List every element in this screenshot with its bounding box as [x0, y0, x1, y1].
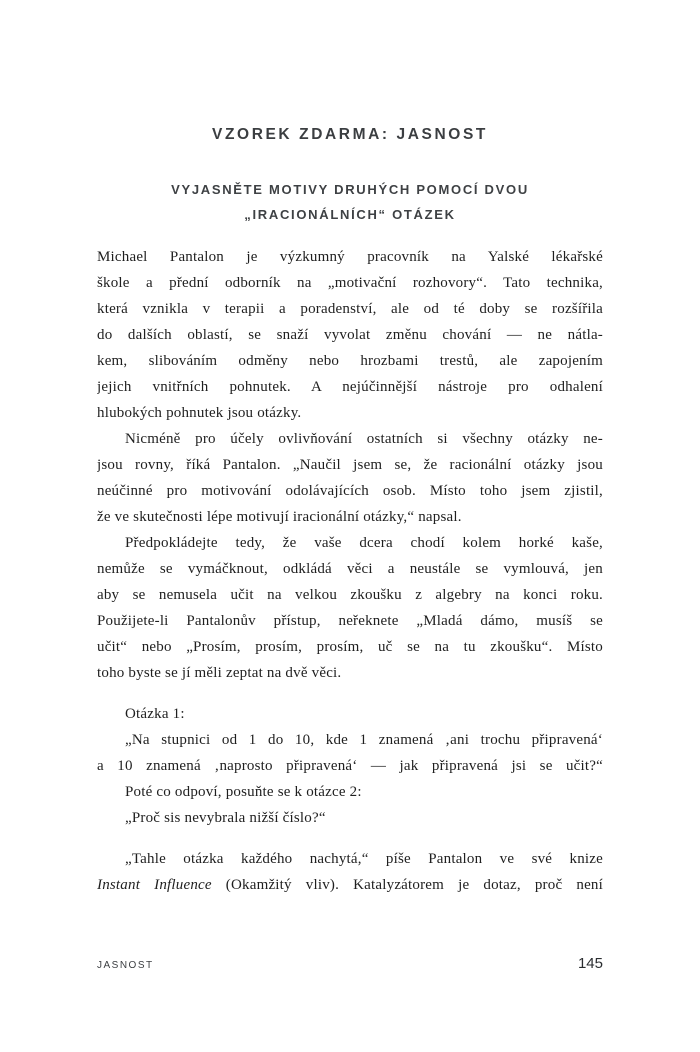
text-line [97, 374, 603, 400]
text-segment: Předpokládejte tedy, že vaše dcera chodí kolem horké kaše, [125, 535, 603, 551]
running-footer-chapter: JASNOST [97, 960, 154, 971]
text-segment: která vznikla v terapii a poradenství, ale od té doby se rozšířila [97, 301, 603, 317]
text-line [97, 805, 603, 831]
text-segment: „Na stupnici od 1 do 10, kde 1 znamená ‚ani trochu připravená‘ [125, 732, 603, 748]
text-segment: Michael Pantalon je výzkumný pracovník na Yalské lékařské [97, 249, 603, 265]
text-segment: Nicméně pro účely ovlivňování ostatních si všechny otázky ne- [125, 431, 603, 447]
text-line [97, 727, 603, 753]
page-number: 145 [577, 955, 603, 972]
text-segment: škole a přední odborník na „motivační rozhovory“. Tato technika, [97, 275, 603, 291]
subtitle-line-1: VYJASNĚTE MOTIVY DRUHÝCH POMOCÍ DVOU [171, 182, 529, 197]
text-segment: neúčinné pro motivování odolávajících osob. Místo toho jsem zjistil, [97, 483, 603, 499]
text-segment: „Proč sis nevybrala nižší číslo?“ [125, 810, 326, 826]
text-line [97, 634, 603, 660]
text-line [97, 846, 603, 872]
text-line [97, 296, 603, 322]
text-line [97, 478, 603, 504]
text-line [97, 779, 603, 805]
text-line [97, 348, 603, 374]
text-line [97, 701, 603, 727]
text-segment: do dalších oblastí, se snaží vyvolat změnu chování — ne nátla- [97, 327, 603, 343]
text-line [97, 270, 603, 296]
subtitle-line-2: „IRACIONÁLNÍCH“ OTÁZEK [244, 207, 456, 222]
text-segment: učit“ nebo „Prosím, prosím, prosím, uč se na tu zkoušku“. Místo [97, 639, 603, 655]
paragraph [97, 779, 603, 805]
text-segment: že ve skutečnosti lépe motivují iracionální otázky,“ napsal. [97, 509, 462, 525]
paragraph [97, 426, 603, 530]
text-line [97, 504, 603, 530]
text-line [97, 322, 603, 348]
text-line [97, 400, 603, 426]
text-segment: „Tahle otázka každého nachytá,“ píše Pantalon ve své knize [125, 851, 603, 867]
text-segment: (Okamžitý vliv). Katalyzátorem je dotaz, proč není [211, 877, 603, 893]
text-segment: hlubokých pohnutek jsou otázky. [97, 405, 302, 421]
text-segment: a 10 znamená ‚naprosto připravená‘ — jak připravená jsi se učit?“ [97, 758, 603, 774]
text-line [97, 753, 603, 779]
text-segment: kem, slibováním odměny nebo hrozbami trestů, ale zapojením [97, 353, 603, 369]
paragraph [97, 244, 603, 426]
text-line [97, 530, 603, 556]
text-segment: jejich vnitřních pohnutek. A nejúčinnější nástroje pro odhalení [97, 379, 603, 395]
text-segment: toho byste se jí měli zeptat na dvě věci. [97, 665, 342, 681]
text-line [97, 426, 603, 452]
chapter-subtitle [0, 177, 700, 227]
text-line [97, 608, 603, 634]
paragraph [97, 701, 603, 727]
paragraph [97, 805, 603, 831]
text-segment: jsou rovny, říká Pantalon. „Naučil jsem se, že racionální otázky jsou [97, 457, 603, 473]
paragraph [97, 727, 603, 779]
paragraph [97, 846, 603, 898]
chapter-title: VZOREK ZDARMA: JASNOST [212, 126, 488, 143]
text-line [97, 244, 603, 270]
text-line [97, 872, 603, 898]
text-line [97, 556, 603, 582]
text-line [97, 582, 603, 608]
page-footer [97, 955, 603, 972]
italic-text: Instant Influence [97, 877, 212, 893]
text-line [97, 452, 603, 478]
text-segment: nemůže se vymáčknout, odkládá věci a neustále se vymlouvá, jen [97, 561, 603, 577]
text-segment: aby se nemusela učit na velkou zkoušku z algebry na konci roku. [97, 587, 603, 603]
text-segment: Otázka 1: [125, 706, 185, 722]
text-segment: Použijete-li Pantalonův přístup, neřeknete „Mladá dámo, musíš se [97, 613, 603, 629]
paragraph [97, 530, 603, 686]
body-text [97, 244, 603, 898]
text-line [97, 660, 603, 686]
chapter-header [0, 0, 700, 227]
text-segment: Poté co odpoví, posuňte se k otázce 2: [125, 784, 362, 800]
